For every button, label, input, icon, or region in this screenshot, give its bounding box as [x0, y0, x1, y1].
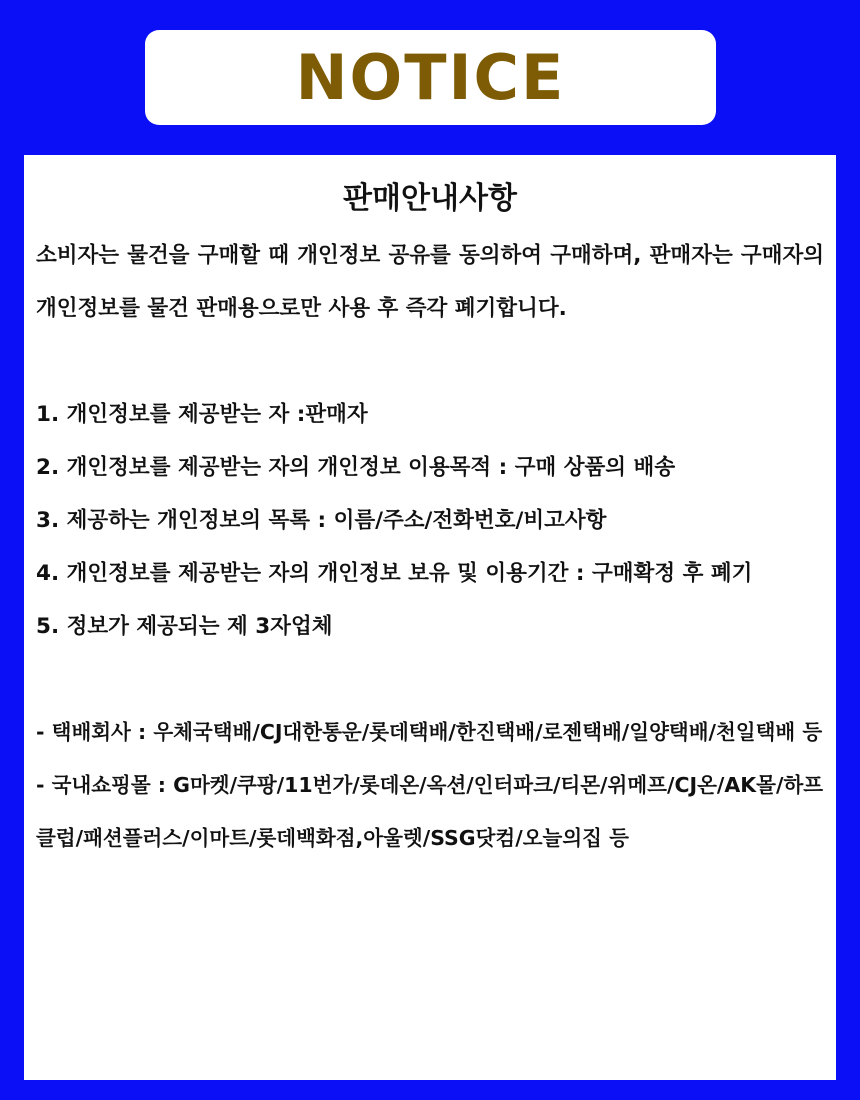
- panel-title: 판매안내사항: [343, 181, 517, 216]
- list-item: 1. 개인정보를 제공받는 자 :판매자: [36, 402, 368, 427]
- notice-title: NOTICE: [295, 41, 566, 114]
- list-item: 5. 정보가 제공되는 제 3자업체: [36, 614, 333, 639]
- spacer: [36, 335, 824, 388]
- info-list: [36, 388, 824, 653]
- list-item: 4. 개인정보를 제공받는 자의 개인정보 보유 및 이용기간 : 구매확정 후 폐기: [36, 561, 753, 586]
- notice-header: [145, 30, 716, 125]
- sub-list-item: - 택배회사 : 우체국택배/CJ대한통운/롯데택배/한진택배/로젠택배/일양택배/천일택배 등: [36, 720, 823, 744]
- third-party-list: [36, 706, 824, 865]
- notice-panel: [24, 155, 836, 1080]
- list-item: 2. 개인정보를 제공받는 자의 개인정보 이용목적 : 구매 상품의 배송: [36, 455, 676, 480]
- sub-list-item: - 국내쇼핑몰 : G마켓/쿠팡/11번가/롯데온/옥션/인터파크/티몬/위메프/CJ온/AK몰/하프클럽/패션플러스/이마트/롯데백화점,아울렛/SSG닷컴/오늘의집 등: [36, 773, 824, 850]
- spacer: [36, 653, 824, 706]
- list-item: 3. 제공하는 개인정보의 목록 : 이름/주소/전화번호/비고사항: [36, 508, 607, 533]
- intro-paragraph: 소비자는 물건을 구매할 때 개인정보 공유를 동의하여 구매하며, 판매자는 구매자의 개인정보를 물건 판매용으로만 사용 후 즉각 폐기합니다.: [36, 243, 824, 321]
